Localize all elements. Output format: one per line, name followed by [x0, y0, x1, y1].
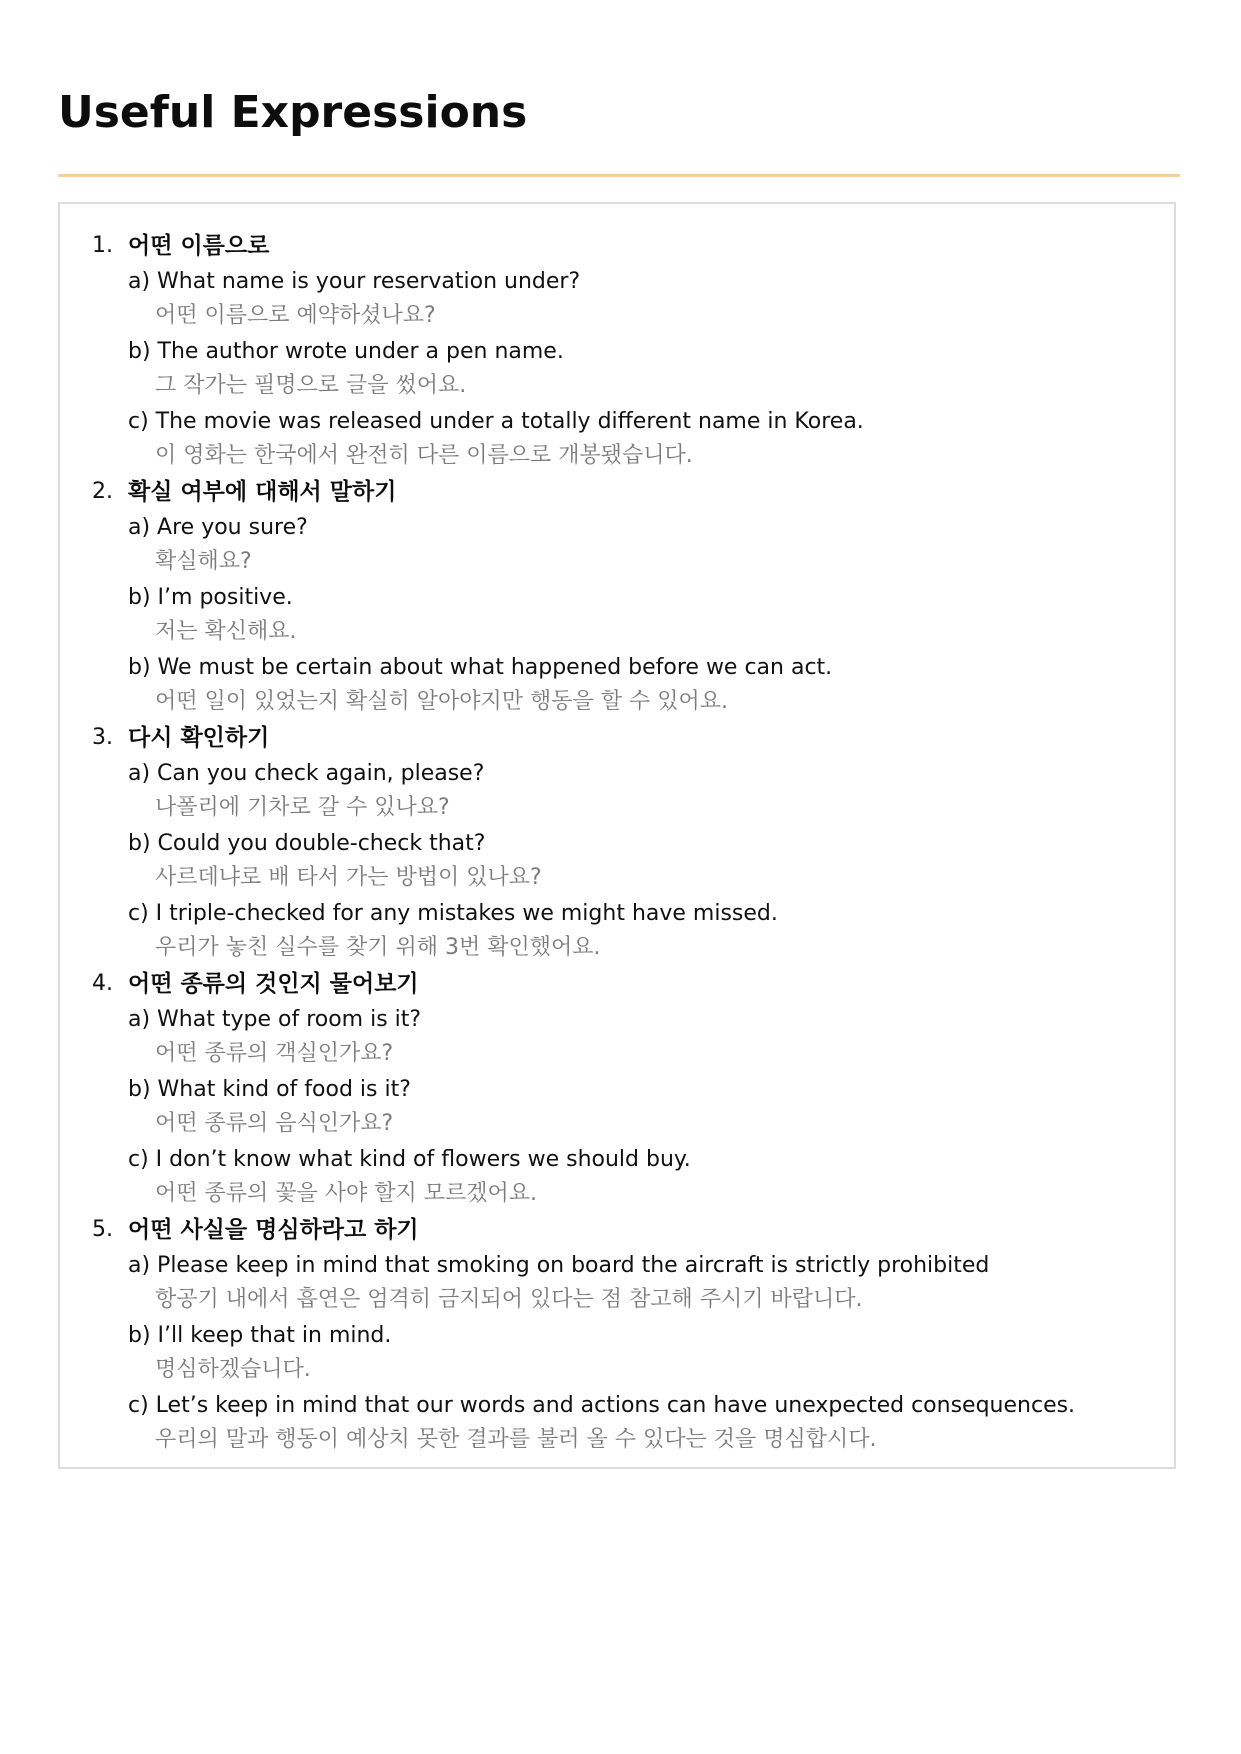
example-english: c) The movie was released under a totally different name in Korea.	[128, 409, 864, 434]
example-english: a) Can you check again, please?	[128, 761, 485, 786]
section-title: 어떤 종류의 것인지 물어보기	[128, 971, 419, 997]
example-english: b) The author wrote under a pen name.	[128, 339, 564, 364]
example-english: c) Let’s keep in mind that our words and actions can have unexpected consequences.	[128, 1393, 1076, 1418]
example-korean: 우리가 놓친 실수를 찾기 위해 3번 확인했어요.	[155, 935, 601, 960]
example-korean: 어떤 종류의 음식인가요?	[155, 1111, 394, 1136]
example-item	[92, 264, 1174, 334]
section-title: 어떤 사실을 명심하라고 하기	[128, 1217, 419, 1243]
example-korean: 나폴리에 기차로 갈 수 있나요?	[155, 795, 450, 820]
example-english: c) I don’t know what kind of flowers we should buy.	[128, 1147, 691, 1172]
section-2	[92, 474, 1174, 720]
example-english: b) I’m positive.	[128, 585, 293, 610]
example-item	[92, 1002, 1174, 1072]
example-item	[92, 650, 1174, 720]
section-number: 4.	[92, 971, 113, 996]
example-korean: 어떤 이름으로 예약하셨나요?	[155, 303, 436, 328]
example-english: b) Could you double-check that?	[128, 831, 486, 856]
example-korean: 어떤 일이 있었는지 확실히 알아야지만 행동을 할 수 있어요.	[155, 689, 728, 714]
section-number: 2.	[92, 479, 113, 504]
example-korean: 어떤 종류의 객실인가요?	[155, 1041, 394, 1066]
example-item	[92, 1388, 1174, 1458]
example-korean: 항공기 내에서 흡연은 엄격히 금지되어 있다는 점 참고해 주시기 바랍니다.	[155, 1287, 863, 1312]
section-title: 확실 여부에 대해서 말하기	[128, 479, 397, 505]
section-number: 5.	[92, 1217, 113, 1242]
example-korean: 사르데냐로 배 타서 가는 방법이 있나요?	[155, 865, 542, 890]
example-english: a) What type of room is it?	[128, 1007, 422, 1032]
section-list	[60, 204, 1174, 1458]
example-english: b) What kind of food is it?	[128, 1077, 411, 1102]
example-item	[92, 510, 1174, 580]
section-4	[92, 966, 1174, 1212]
example-item	[92, 826, 1174, 896]
example-english: c) I triple-checked for any mistakes we might have missed.	[128, 901, 778, 926]
example-english: a) Are you sure?	[128, 515, 308, 540]
section-1	[92, 228, 1174, 474]
example-english: a) What name is your reservation under?	[128, 269, 581, 294]
example-item	[92, 404, 1174, 474]
section-5	[92, 1212, 1174, 1458]
example-korean: 우리의 말과 행동이 예상치 못한 결과를 불러 올 수 있다는 것을 명심합시다.	[155, 1427, 877, 1452]
example-item	[92, 334, 1174, 404]
example-korean: 명심하겠습니다.	[155, 1357, 311, 1382]
example-item	[92, 896, 1174, 966]
section-3	[92, 720, 1174, 966]
example-korean: 어떤 종류의 꽃을 사야 할지 모르겠어요.	[155, 1181, 537, 1206]
example-korean: 저는 확신해요.	[155, 619, 297, 644]
example-korean: 그 작가는 필명으로 글을 썼어요.	[155, 373, 467, 398]
expressions-box	[58, 202, 1176, 1469]
example-item	[92, 756, 1174, 826]
example-english: b) I’ll keep that in mind.	[128, 1323, 392, 1348]
page-title: Useful Expressions	[58, 87, 528, 138]
example-item	[92, 1248, 1174, 1318]
title-divider	[58, 174, 1180, 177]
example-korean: 확실해요?	[155, 549, 252, 574]
example-item	[92, 1142, 1174, 1212]
section-title: 다시 확인하기	[128, 725, 270, 751]
example-english: b) We must be certain about what happened before we can act.	[128, 655, 833, 680]
section-heading	[92, 966, 1174, 1002]
example-korean: 이 영화는 한국에서 완전히 다른 이름으로 개봉됐습니다.	[155, 443, 693, 468]
section-number: 3.	[92, 725, 113, 750]
section-heading	[92, 720, 1174, 756]
example-item	[92, 1318, 1174, 1388]
section-heading	[92, 474, 1174, 510]
example-item	[92, 580, 1174, 650]
example-item	[92, 1072, 1174, 1142]
section-number: 1.	[92, 233, 113, 258]
section-heading	[92, 228, 1174, 264]
section-heading	[92, 1212, 1174, 1248]
section-title: 어떤 이름으로	[128, 233, 270, 259]
example-english: a) Please keep in mind that smoking on board the aircraft is strictly prohibited	[128, 1253, 990, 1278]
